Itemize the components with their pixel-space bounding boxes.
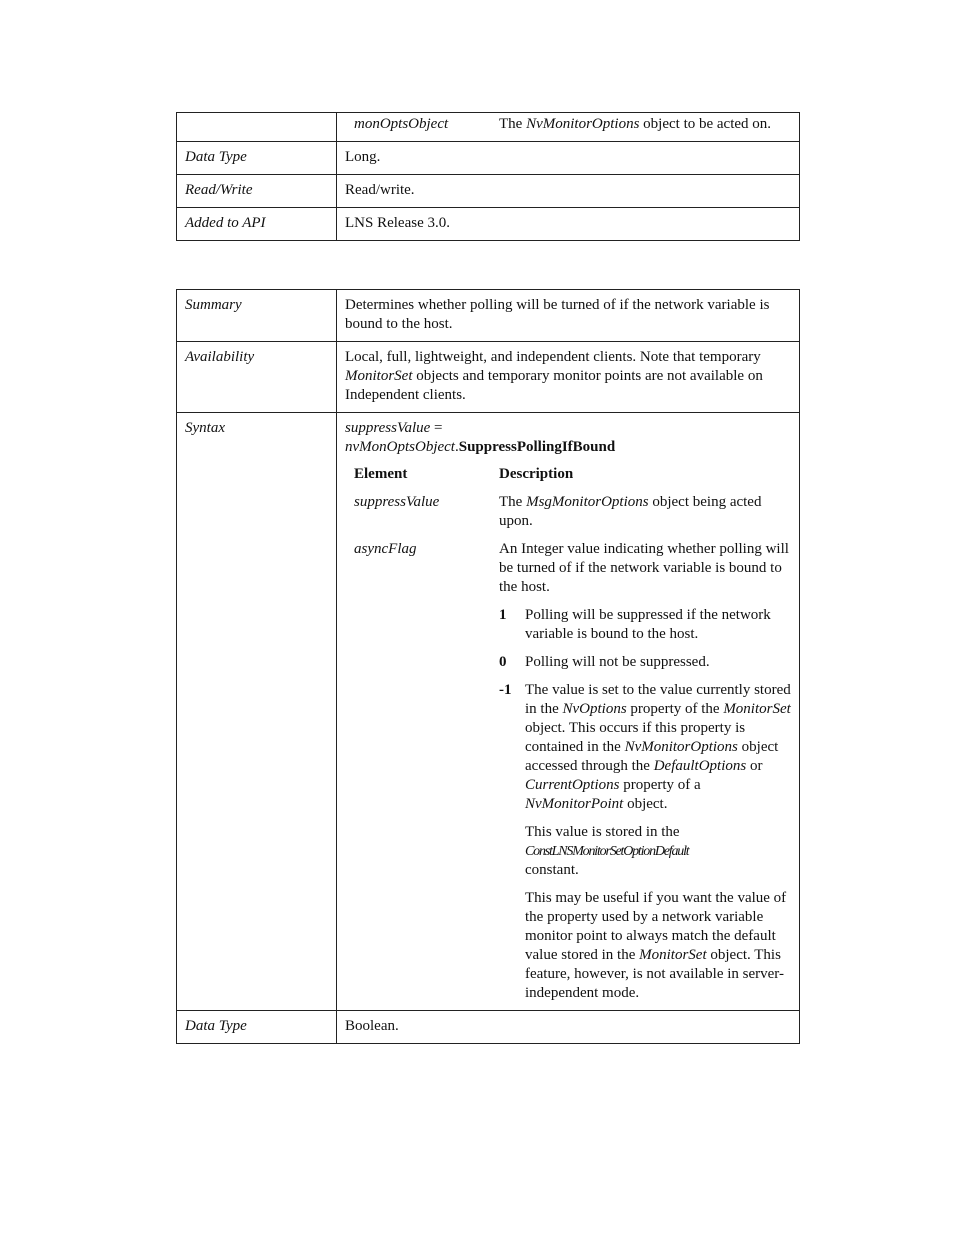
row-value: Read/write. xyxy=(345,182,415,198)
row-value: Local, full, lightweight, and independent clients. Note that temporary MonitorSet objects and temporary monitor points are not available on Independent clients. xyxy=(345,349,763,403)
option-value: -1 xyxy=(499,682,512,698)
element-name: asyncFlag xyxy=(354,541,417,557)
properties-table-1 xyxy=(176,112,800,241)
table-row xyxy=(177,174,799,207)
row-value: LNS Release 3.0. xyxy=(345,215,450,231)
table-row xyxy=(177,141,799,174)
constant-name: ConstLNSMonitorSetOptionDefault xyxy=(525,844,689,859)
syntax-line-1: suppressValue = xyxy=(345,420,443,436)
row-value: Determines whether polling will be turned of if the network variable is bound to the host. xyxy=(345,297,770,332)
row-label: Availability xyxy=(177,342,337,412)
option-text: Polling will be suppressed if the network variable is bound to the host. xyxy=(525,607,771,642)
table-row-summary xyxy=(177,290,799,341)
option-item xyxy=(499,681,791,814)
row-label: Summary xyxy=(177,290,337,341)
table-row-data-type xyxy=(177,1010,799,1043)
row-label: Syntax xyxy=(177,413,337,1010)
element-column-header: Element xyxy=(354,466,408,482)
option-note: This may be useful if you want the value of the property used by a network variable monitor point to always match the default value stored in the MonitorSet object. This feature, however, is not available in server-independent mode. xyxy=(525,890,787,1001)
option-text: Polling will not be suppressed. xyxy=(525,654,710,670)
option-item xyxy=(499,653,791,672)
properties-table-2 xyxy=(176,289,800,1044)
description-column-header: Description xyxy=(499,466,574,482)
row-label: Data Type xyxy=(177,142,337,174)
option-value: 1 xyxy=(499,607,507,623)
syntax-line-2: nvMonOptsObject.SuppressPollingIfBound xyxy=(345,439,616,455)
table-row xyxy=(177,113,799,141)
option-value: 0 xyxy=(499,654,507,670)
element-name: suppressValue xyxy=(354,494,440,510)
row-value: Boolean. xyxy=(345,1018,399,1034)
table-row-syntax xyxy=(177,412,799,1010)
element-row xyxy=(345,540,791,1003)
row-label xyxy=(177,113,337,141)
element-row xyxy=(345,493,791,531)
table-row xyxy=(177,207,799,240)
element-description: The NvMonitorOptions object to be acted on. xyxy=(499,116,772,132)
row-label: Read/Write xyxy=(177,175,337,207)
option-item xyxy=(499,606,791,644)
element-header xyxy=(345,465,791,484)
row-label: Added to API xyxy=(177,208,337,240)
element-description: The MsgMonitorOptions object being acted upon. xyxy=(499,494,762,529)
option-text: The value is set to the value currently stored in the NvOptions property of the MonitorSet object. This occurs if this property is contained in the NvMonitorOptions object accessed through the DefaultOptions or CurrentOptions property of a NvMonitorPoint object. xyxy=(525,682,791,812)
option-note: This value is stored in the ConstLNSMonitorSetOptionDefault constant. xyxy=(499,823,791,880)
table-row-availability xyxy=(177,341,799,412)
element-name: monOptsObject xyxy=(354,116,449,132)
row-label: Data Type xyxy=(177,1011,337,1043)
element-description: An Integer value indicating whether polling will be turned of if the network variable is bound to the host. xyxy=(499,541,789,595)
row-value: Long. xyxy=(345,149,381,165)
